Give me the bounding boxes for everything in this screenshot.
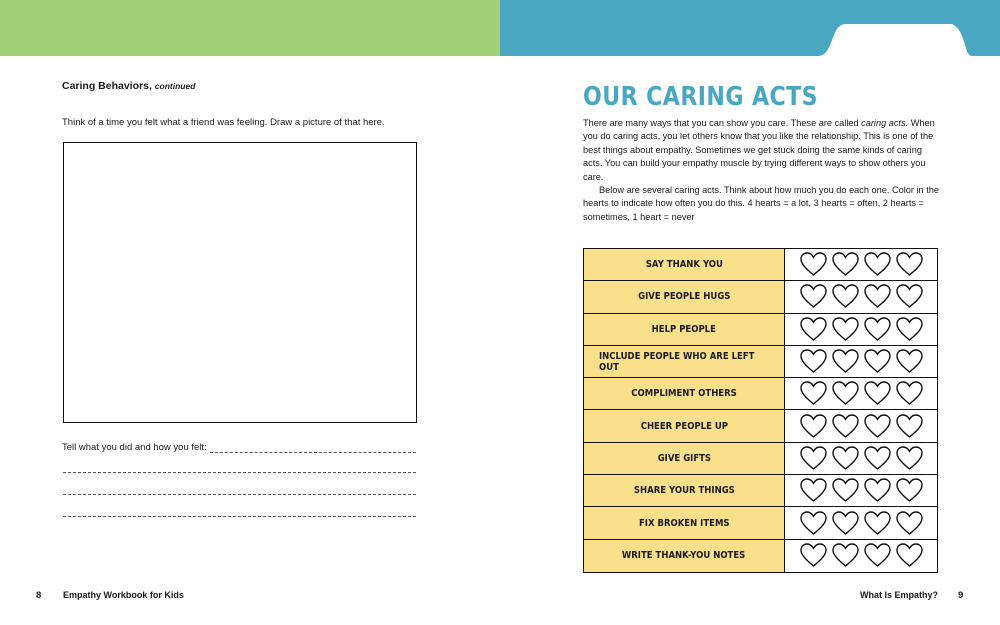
- act-label-text: SHARE YOUR THINGS: [633, 485, 735, 497]
- act-row: [584, 443, 937, 475]
- act-label: [584, 507, 785, 538]
- heart-outline-icon[interactable]: [831, 251, 860, 278]
- right-color-band: [500, 0, 1000, 56]
- act-label: [584, 410, 785, 441]
- hearts-cell: [785, 249, 937, 280]
- page-title: OUR CARING ACTS: [583, 82, 819, 112]
- heading-continued: continued: [154, 81, 196, 91]
- answer-line-4[interactable]: [63, 516, 416, 517]
- hearts-cell: [785, 314, 937, 345]
- act-row: [584, 475, 937, 507]
- act-row: [584, 281, 937, 313]
- heart-outline-icon[interactable]: [831, 283, 860, 310]
- act-label: [584, 475, 785, 506]
- answer-line-3[interactable]: [63, 494, 416, 495]
- act-label: [584, 346, 785, 377]
- caring-acts-table: [583, 248, 938, 573]
- chapter-title: What Is Empathy?: [859, 590, 938, 600]
- answer-line-1[interactable]: [210, 452, 416, 453]
- heart-outline-icon[interactable]: [863, 316, 892, 343]
- act-label: [584, 378, 785, 409]
- heart-outline-icon[interactable]: [895, 283, 924, 310]
- paragraph-2: Below are several caring acts. Think about how much you do each one. Color in the hearts to indicate how often you do this. 4 hearts = a lot, 3 hearts = often, 2 hearts = sometimes, 1 heart = never: [583, 185, 939, 222]
- act-row: [584, 346, 937, 378]
- act-row: [584, 410, 937, 442]
- heart-outline-icon[interactable]: [863, 348, 892, 375]
- act-row: [584, 507, 937, 539]
- heart-outline-icon[interactable]: [831, 348, 860, 375]
- hearts-cell: [785, 540, 937, 572]
- act-label: [584, 540, 785, 572]
- heart-outline-icon[interactable]: [831, 477, 860, 504]
- heart-outline-icon[interactable]: [863, 283, 892, 310]
- hearts-cell: [785, 378, 937, 409]
- act-label-text: WRITE THANK-YOU NOTES: [622, 550, 746, 562]
- paragraph-1: There are many ways that you can show you care. These are called caring acts. When you do caring acts, you let others know that you like the relationship. This is one of the best things about empathy. Sometimes we get stuck doing the same kinds of caring acts. You can build your empathy muscle by trying different ways to show others you care.: [583, 118, 935, 182]
- tell-label: Tell what you did and how you felt:: [62, 442, 207, 453]
- heart-outline-icon[interactable]: [863, 380, 892, 407]
- heart-outline-icon[interactable]: [863, 542, 892, 569]
- heading-text: Caring Behaviors,: [62, 80, 152, 92]
- hearts-cell: [785, 410, 937, 441]
- heart-outline-icon[interactable]: [831, 510, 860, 537]
- heart-outline-icon[interactable]: [831, 316, 860, 343]
- section-heading: [62, 80, 195, 92]
- tab-shape: [500, 0, 1000, 56]
- hearts-cell: [785, 346, 937, 377]
- act-label: [584, 249, 785, 280]
- heart-outline-icon[interactable]: [799, 348, 828, 375]
- heart-outline-icon[interactable]: [895, 380, 924, 407]
- heart-outline-icon[interactable]: [799, 316, 828, 343]
- left-page-number: 8: [36, 590, 42, 601]
- act-row: [584, 314, 937, 346]
- heart-outline-icon[interactable]: [895, 348, 924, 375]
- act-row: [584, 378, 937, 410]
- heart-outline-icon[interactable]: [831, 445, 860, 472]
- heart-outline-icon[interactable]: [863, 251, 892, 278]
- heart-outline-icon[interactable]: [863, 445, 892, 472]
- act-label-text: GIVE GIFTS: [657, 452, 711, 464]
- heart-outline-icon[interactable]: [895, 413, 924, 440]
- book-title: Empathy Workbook for Kids: [63, 590, 184, 600]
- act-label-text: GIVE PEOPLE HUGS: [637, 291, 731, 303]
- hearts-cell: [785, 281, 937, 312]
- heart-outline-icon[interactable]: [895, 445, 924, 472]
- heart-outline-icon[interactable]: [831, 542, 860, 569]
- drawing-prompt: Think of a time you felt what a friend was feeling. Draw a picture of that here.: [62, 117, 385, 128]
- heart-outline-icon[interactable]: [799, 283, 828, 310]
- heart-outline-icon[interactable]: [799, 380, 828, 407]
- act-label-text: COMPLIMENT OTHERS: [631, 388, 737, 400]
- right-page-number: 9: [958, 590, 964, 601]
- heart-outline-icon[interactable]: [799, 477, 828, 504]
- act-label: [584, 314, 785, 345]
- act-label: [584, 281, 785, 312]
- heart-outline-icon[interactable]: [799, 413, 828, 440]
- heart-outline-icon[interactable]: [799, 542, 828, 569]
- heart-outline-icon[interactable]: [895, 316, 924, 343]
- drawing-box[interactable]: [63, 142, 417, 423]
- heart-outline-icon[interactable]: [799, 251, 828, 278]
- heart-outline-icon[interactable]: [895, 251, 924, 278]
- act-label-text: INCLUDE PEOPLE WHO ARE LEFT OUT: [599, 350, 755, 373]
- heart-outline-icon[interactable]: [863, 413, 892, 440]
- heart-outline-icon[interactable]: [895, 510, 924, 537]
- heart-outline-icon[interactable]: [863, 477, 892, 504]
- act-label-text: HELP PEOPLE: [651, 323, 717, 335]
- act-row: [584, 249, 937, 281]
- left-color-band: [0, 0, 500, 56]
- hearts-cell: [785, 443, 937, 474]
- heart-outline-icon[interactable]: [863, 510, 892, 537]
- heart-outline-icon[interactable]: [831, 380, 860, 407]
- heart-outline-icon[interactable]: [799, 445, 828, 472]
- hearts-cell: [785, 475, 937, 506]
- heart-outline-icon[interactable]: [895, 542, 924, 569]
- heart-outline-icon[interactable]: [895, 477, 924, 504]
- heart-outline-icon[interactable]: [831, 413, 860, 440]
- heart-outline-icon[interactable]: [799, 510, 828, 537]
- answer-line-2[interactable]: [63, 472, 416, 473]
- act-label-text: SAY THANK YOU: [645, 259, 723, 271]
- instructions: [583, 117, 943, 224]
- act-row: [584, 540, 937, 572]
- act-label-text: FIX BROKEN ITEMS: [638, 517, 730, 529]
- hearts-cell: [785, 507, 937, 538]
- act-label: [584, 443, 785, 474]
- act-label-text: CHEER PEOPLE UP: [640, 420, 728, 432]
